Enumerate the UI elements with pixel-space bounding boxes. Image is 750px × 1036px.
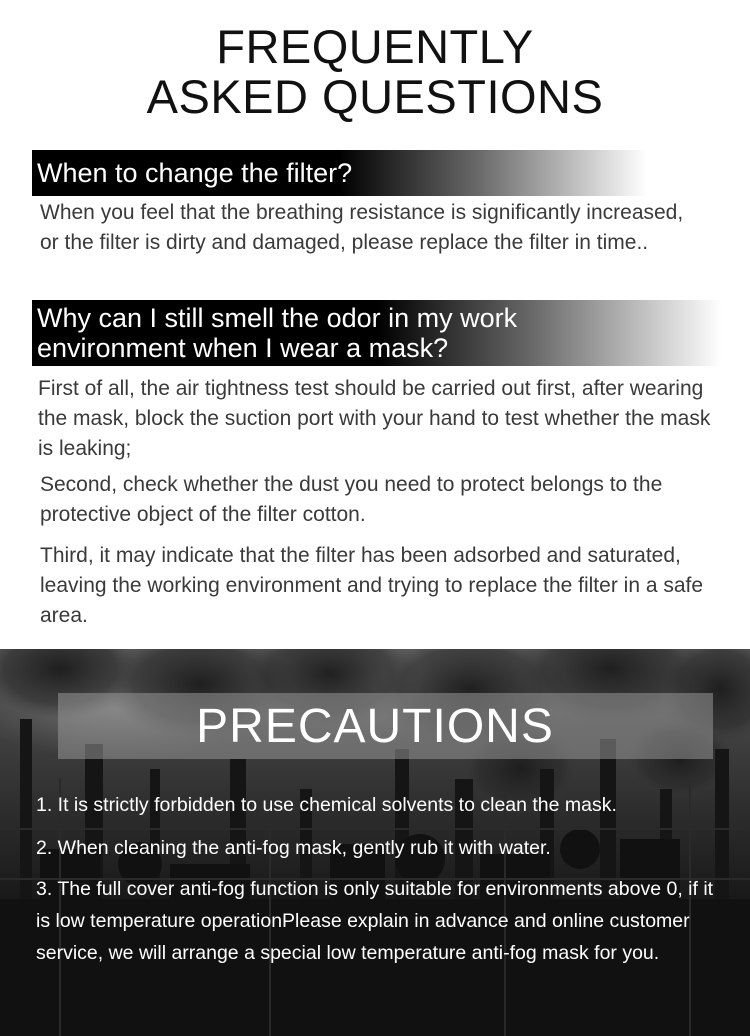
faq-heading [0,22,750,122]
answer-2-second: Second, check whether the dust you need to protect belongs to the protective object of the filter cotton. [40,473,663,526]
precautions-title: PRECAUTIONS [196,700,554,753]
precautions-section [0,649,750,1036]
answer-1: When you feel that the breathing resistance is significantly increased, or the filter is dirty and damaged, please replace the filter in time.. [40,201,684,254]
faq-title-line-2: ASKED QUESTIONS [141,72,610,122]
question-1-bar [32,150,647,196]
precaution-item-1: 1. It is strictly forbidden to use chemical solvents to clean the mask. [36,794,617,816]
question-2-line-1: Why can I still smell the odor in my work [37,303,518,333]
question-1-text: When to change the filter? [37,158,353,188]
faq-title-line-1: FREQUENTLY [216,20,534,73]
question-2-bar [32,300,722,366]
precaution-item-3: 3. The full cover anti-fog function is only suitable for environments above 0, if it is low temperature operationPlease explain in advance and online customer service, we will arrange a special low temperature anti-fog mask for you. [36,878,714,964]
precaution-item-2: 2. When cleaning the anti-fog mask, gently rub it with water. [36,837,551,859]
question-2-line-2: environment when I wear a mask? [37,333,449,363]
answer-2-third: Third, it may indicate that the filter has been adsorbed and saturated, leaving the working environment and trying to replace the filter in a safe area. [40,544,704,627]
answer-2-first: First of all, the air tightness test should be carried out first, after wearing the mask, block the suction port with your hand to test whether the mask is leaking; [38,377,711,460]
